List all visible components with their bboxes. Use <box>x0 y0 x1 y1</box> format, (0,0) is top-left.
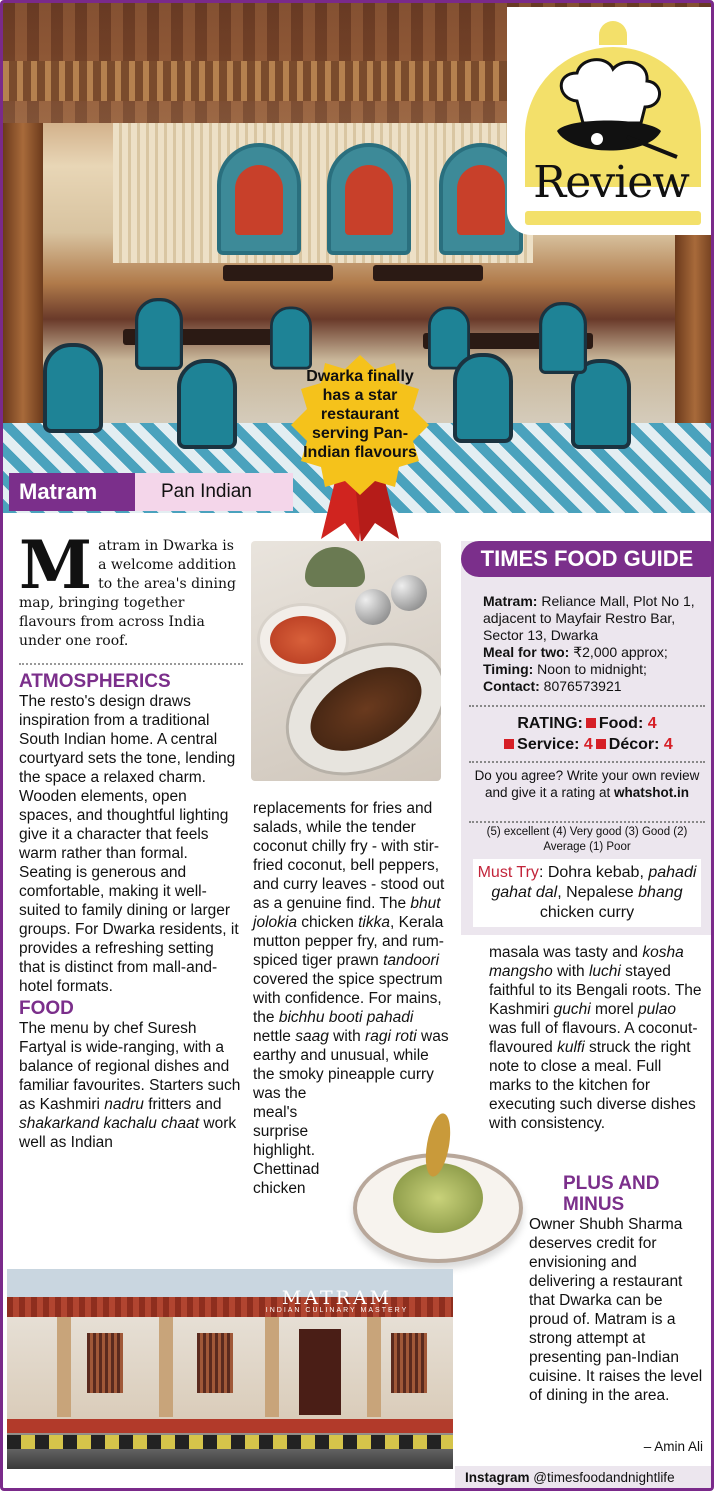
wall-panel <box>217 143 301 255</box>
chair <box>43 343 103 433</box>
intro-text: atram in Dwarka is a welcome addition to the area's dining map, bringing together flavours from across India under one roof. <box>19 538 237 649</box>
plus-minus-heading: PLUS AND MINUS <box>563 1173 660 1215</box>
serving-dome <box>355 589 391 625</box>
plus-minus-text: Owner Shubh Sharma deserves credit for envisioning and delivering a restaurant that Dwarka can be proud of. Matram is a strong attempt at presenting pan-Indian cuisine. It raises the level of dining in the area. <box>529 1216 703 1404</box>
guide-info: Matram: Reliance Mall, Plot No 1, adjacent to Mayfair Restro Bar, Sector 13, Dwarka Meal for two: ₹2,000 approx; Timing: Noon to midnight; Contact: 8076573921 <box>483 593 695 694</box>
food-text: The menu by chef Suresh Fartyal is wide-ranging, with a balance of regional dishes and familiar favourites. Starters such as Kashmiri nadru fritters and shakarkand kachalu chaat work well as Indian <box>19 1020 241 1151</box>
rating-line-2: Service: 4 Décor: 4 <box>461 734 713 755</box>
column-1 <box>19 526 243 1152</box>
restaurant-name: Matram <box>9 473 137 511</box>
must-try-box: Must Try: Dohra kebab, pahadi gahat dal, Nepalese bhang chicken curry <box>473 859 701 927</box>
column <box>159 1317 173 1417</box>
restaurant-title-bar <box>9 473 293 511</box>
facade-sign: MATRAM <box>281 1287 393 1309</box>
column-2-tail: was the meal's surprise highlight. Chettinad chicken <box>253 1085 320 1197</box>
intro-paragraph <box>19 526 243 651</box>
wall-panel <box>327 143 411 255</box>
column <box>57 1317 71 1417</box>
food-heading: FOOD <box>19 998 74 1019</box>
star-callout <box>285 353 435 503</box>
red-border <box>7 1419 453 1433</box>
cuisine-label: Pan Indian <box>135 473 293 511</box>
entrance-door <box>299 1329 341 1415</box>
cloche-knob <box>599 21 627 45</box>
column <box>367 1317 381 1417</box>
divider <box>469 761 705 763</box>
callout-text: Dwarka finally has a star restaurant serving Pan-Indian flavours <box>303 368 417 461</box>
column-3 <box>489 943 705 1133</box>
rating-scale: (5) excellent (4) Very good (3) Good (2) Average (1) Poor <box>486 826 688 853</box>
divider <box>19 663 243 665</box>
instagram-credit: Instagram @timesfoodandnightlife <box>455 1466 713 1490</box>
pillar <box>3 123 43 423</box>
rating-line-1: RATING: Food: 4 <box>517 715 657 732</box>
plus-minus-heading-wrap <box>563 1173 703 1215</box>
drop-cap: M <box>19 526 93 604</box>
dining-table <box>373 265 483 281</box>
review-badge <box>507 7 714 235</box>
badge-underline <box>525 211 701 225</box>
atmospherics-heading: ATMOSPHERICS <box>19 671 171 692</box>
divider <box>469 705 705 707</box>
review-label: Review <box>533 157 689 208</box>
chair <box>135 298 183 370</box>
kerb <box>7 1435 453 1449</box>
guide-heading: TIMES FOOD GUIDE <box>461 541 713 577</box>
copper-pot <box>305 547 365 587</box>
author-credit: – Amin Ali <box>643 1439 703 1454</box>
column <box>265 1317 279 1417</box>
chef-hat-icon <box>537 53 685 163</box>
chair <box>177 359 237 449</box>
column-2-text: replacements for fries and salads, while the tender coconut chilly fry - with stir-fried coconut, bell peppers, and curry leaves - stood out as a genuine find. The bhut jolokia chicken tikka, Kerala mutton pepper fry, and rum-spiced tiger prawn tandoori covered the spice spectrum with confidence. For mains, the bichhu booti pahadi nettle saag with ragi roti was earthy and unusual, while the smoky pineapple curry <box>253 800 449 1083</box>
restaurant-facade-photo <box>7 1269 453 1469</box>
window <box>197 1333 233 1393</box>
atmospherics-text: The resto's design draws inspiration from a traditional South Indian home. A central courtyard sets the tone, lending the space a relaxed charm. Wooden elements, open spaces, and thoughtful lighting give it a character that feels warm rather than formal. Seating is generous and comfortable, making it well-suited to family dining or larger groups. For Dwarka residents, it provides a refreshing setting that is distinct from mall-and-hotel formats. <box>19 693 239 995</box>
window <box>391 1333 427 1393</box>
column-3-text: masala was tasty and kosha mangsho with luchi stayed faithful to its Bengali roots. The Kashmiri guchi morel pulao was full of flavours. A coconut-flavoured kulfi struck the right note to close a meal. Full marks to the kitchen for executing such diverse dishes with consistency. <box>489 944 702 1132</box>
chair <box>453 353 513 443</box>
food-photo <box>251 541 441 781</box>
window <box>87 1333 123 1393</box>
dining-table <box>223 265 333 281</box>
facade-sign-subtitle: INDIAN CULINARY MASTERY <box>265 1307 409 1314</box>
agree-text: Do you agree? Write your own review and give it a rating at whatshot.in <box>474 768 700 800</box>
serving-dome <box>391 575 427 611</box>
plus-minus-section <box>489 1215 705 1405</box>
chair <box>539 302 587 374</box>
divider <box>469 821 705 823</box>
